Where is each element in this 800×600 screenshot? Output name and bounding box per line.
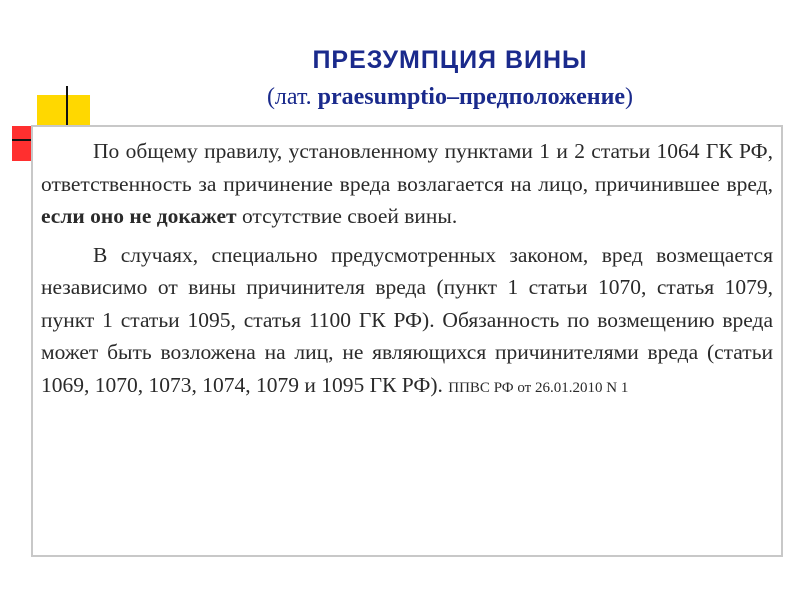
paragraph-1-bold: если оно не докажет [41, 204, 237, 228]
slide-subtitle [140, 78, 760, 116]
paragraph-1-text: По общему правилу, установленному пунктами 1 и 2 статьи 1064 ГК РФ, ответственность за причинение вреда возлагается на лицо, причинившее вред, [41, 139, 773, 196]
slide-title: ПРЕЗУМПЦИЯ ВИНЫ [312, 46, 588, 74]
paragraph-2-text: В случаях, специально предусмотренных законом, вред возмещается независимо от вины причинителя вреда (пункт 1 статьи 1070, статья 1079, пункт 1 статьи 1095, статья 1100 ГК РФ). Обязанность по возмещению вреда может быть возложена на лиц, не являющихся причинителями вреда (статьи 1069, 1070, 1073, 1074, 1079 и 1095 ГК РФ). [41, 242, 773, 397]
paragraph-1-end: отсутствие своей вины. [236, 204, 458, 228]
paragraph-1 [41, 135, 773, 233]
paragraph-2 [41, 239, 773, 405]
subtitle-close: ) [625, 84, 634, 110]
content-frame [31, 125, 783, 557]
legal-reference: ППВС РФ от 26.01.2010 N 1 [448, 379, 629, 396]
subtitle-open: (лат. [266, 84, 318, 110]
title-block [140, 42, 760, 116]
subtitle-latin-term: praesumptio–предположение [317, 84, 626, 110]
